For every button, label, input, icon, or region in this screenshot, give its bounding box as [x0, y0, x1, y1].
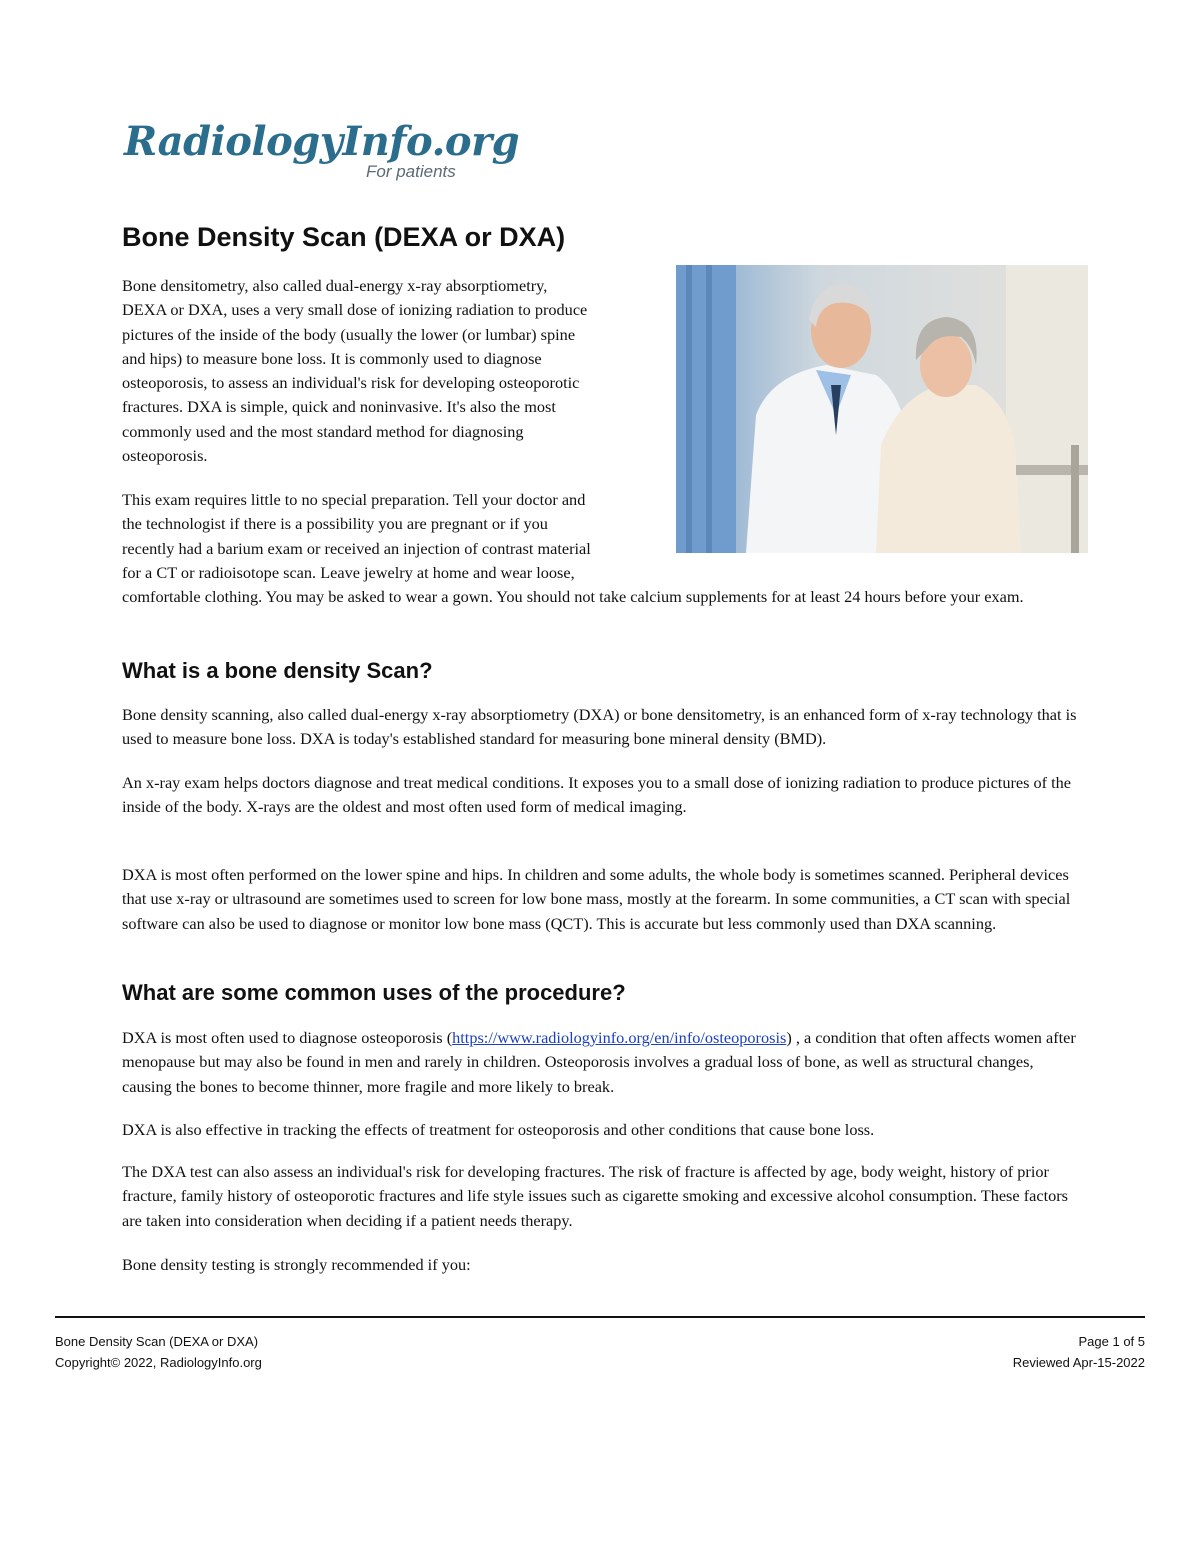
intro-paragraph-2-continued: comfortable clothing. You may be asked to wear a gown. You should not take calcium supplements for at least 24 hours before your exam. — [122, 587, 1024, 606]
doctor-patient-photo — [676, 265, 1088, 553]
radiologyinfo-logo — [124, 118, 520, 190]
page-title: Bone Density Scan (DEXA or DXA) — [122, 222, 566, 252]
intro-line: fractures. DXA is simple, quick and noninvasive. It's also the most — [122, 397, 556, 417]
section-heading-what-is: What is a bone density Scan? — [122, 658, 433, 683]
common-uses-paragraph-3: The DXA test can also assess an individual's risk for developing fractures. The risk of fracture is affected by age, body weight, history of prior fracture, family history of osteoporotic fractures and life style issues such as cigarette smoking and excessive alcohol consumption. These factors are taken into consideration when deciding if a patient needs therapy. — [122, 1162, 1068, 1230]
logo-wordmark: RadiologyInfo.org — [124, 118, 520, 165]
section-heading-common-uses: What are some common uses of the procedure? — [122, 980, 626, 1005]
intro-line: the technologist if there is a possibility you are pregnant or if you — [122, 514, 548, 534]
footer-divider — [55, 1316, 1145, 1318]
paragraph-text: DXA is most often used to diagnose osteoporosis ( — [122, 1028, 453, 1047]
intro-line: osteoporosis. — [122, 446, 208, 466]
logo-tagline: For patients — [366, 162, 456, 181]
common-uses-paragraph-4: Bone density testing is strongly recommended if you: — [122, 1255, 471, 1274]
intro-line: for a CT or radioisotope scan. Leave jewelry at home and wear loose, — [122, 562, 575, 582]
what-is-paragraph-1: Bone density scanning, also called dual-energy x-ray absorptiometry (DXA) or bone densitometry, is an enhanced form of x-ray technology that is used to measure bone loss. DXA is today's established standard for measuring bone mineral density (BMD). — [122, 705, 1077, 749]
intro-paragraph-2 — [122, 488, 662, 585]
common-uses-paragraph-1 — [122, 1026, 1087, 1099]
intro-line: recently had a barium exam or received an injection of contrast material — [122, 538, 591, 558]
footer-page-number: Page 1 of 5 — [1078, 1334, 1145, 1349]
footer-copyright: Copyright© 2022, RadiologyInfo.org — [55, 1355, 262, 1370]
intro-line: Bone densitometry, also called dual-energy x-ray absorptiometry, — [122, 276, 548, 295]
osteoporosis-link[interactable]: https://www.radiologyinfo.org/en/info/osteoporosis — [452, 1028, 787, 1047]
what-is-paragraph-2: An x-ray exam helps doctors diagnose and treat medical conditions. It exposes you to a small dose of ionizing radiation to produce pictures of the inside of the body. X-rays are the oldest and most often used form of medical imaging. — [122, 773, 1072, 817]
paragraph-text: ) , a condition that often affects women after menopause but may also be found in men and rarely in children. Osteoporosis involves a gradual loss of bone, as well as structural changes, causing the bones to become thinner, more fragile and more likely to break. — [122, 1028, 1076, 1096]
intro-line: commonly used and the most standard method for diagnosing — [122, 421, 524, 441]
intro-paragraph-1 — [122, 274, 662, 468]
intro-line: osteoporosis, to assess an individual's risk for developing osteoporotic — [122, 373, 580, 393]
intro-line: This exam requires little to no special preparation. Tell your doctor and — [122, 490, 586, 509]
footer-reviewed-date: Reviewed Apr-15-2022 — [1012, 1355, 1145, 1370]
intro-line: and hips) to measure bone loss. It is commonly used to diagnose — [122, 348, 542, 368]
what-is-paragraph-3: DXA is most often performed on the lower spine and hips. In children and some adults, the whole body is sometimes scanned. Peripheral devices that use x-ray or ultrasound are sometimes used to screen for low bone mass, mostly at the forearm. In some communities, a CT scan with special software can also be used to diagnose or monitor low bone mass (QCT). This is accurate but less commonly used than DXA scanning. — [122, 865, 1071, 933]
footer-doc-title: Bone Density Scan (DEXA or DXA) — [55, 1334, 259, 1349]
intro-line: pictures of the inside of the body (usually the lower (or lumbar) spine — [122, 324, 576, 344]
common-uses-paragraph-2: DXA is also effective in tracking the effects of treatment for osteoporosis and other conditions that cause bone loss. — [122, 1120, 875, 1139]
intro-line: DEXA or DXA, uses a very small dose of ionizing radiation to produce — [122, 300, 588, 320]
